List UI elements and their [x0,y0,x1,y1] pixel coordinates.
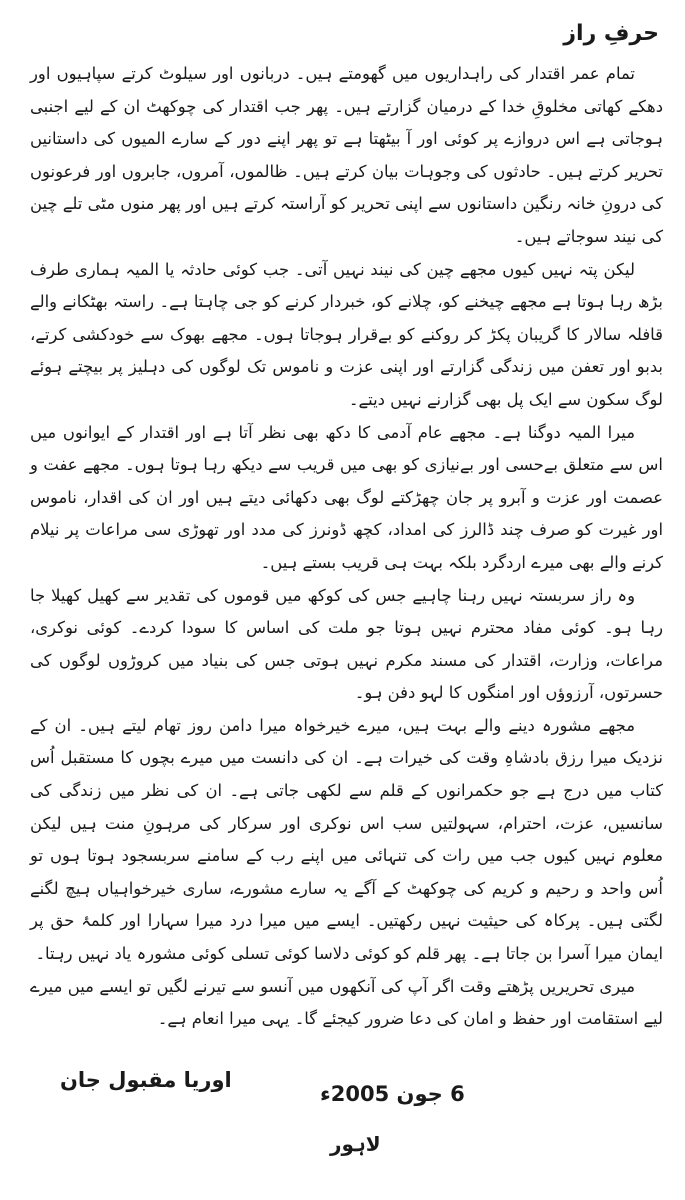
paragraph-6: میری تحریریں پڑھتے وقت اگر آپ کی آنکھوں میں آنسو سے تیرنے لگیں تو ایسے میں میرے لیے استقامت اور حفظ و امان کی دعا ضرور کیجئے گا۔ یہی میرا انعام ہے۔ [30,976,663,1029]
paragraph-4: وہ راز سربستہ نہیں رہنا چاہیے جس کی کوکھ میں قوموں کی تقدیر سے کھیل کھیلا جا رہا ہو۔ کوئی مفاد محترم نہیں ہوتا جو ملت کی اساس کا سودا کردے۔ کوئی نوکری، مراعات، وزارت، اقتدار کی مسند مکرم نہیں ہوتی جس کی بنیاد میں کروڑوں لوگوں کی حسرتوں، آرزوؤں اور امنگوں کا لہو دفن ہو۔ [30,585,663,703]
column-body [30,58,663,1036]
paragraph-2: لیکن پتہ نہیں کیوں مجھے چین کی نیند نہیں آتی۔ جب کوئی حادثہ یا المیہ ہماری طرف بڑھ رہا ہوتا ہے مجھے چیخنے کو، چلانے کو، خبردار کرنے کو جی چاہتا ہے۔ راستہ بھٹکانے والے قافلہ سالار کا گریبان پکڑ کر روکنے کو بےقرار ہوجاتا ہوں۔ مجھے بھوک سے خودکشی کرتے، بدبو اور تعفن میں زندگی گزارتے اور اپنی عزت و ناموس تک لوگوں کی دہلیز پر بیچتے ہوئے لوگ سکون سے ایک پل بھی گزارنے نہیں دیتے۔ [30,259,663,409]
publish-date: 6 جون 2005ء [320,1082,465,1106]
paragraph-1: تمام عمر اقتدار کی راہداریوں میں گھومتے ہیں۔ دربانوں اور سیلوٹ کرتے سپاہیوں اور دھکے کھاتی مخلوقِ خدا کے درمیان گزارتے ہیں۔ پھر جب اقتدار کی چوکھٹ ان کے لیے اجنبی ہوجاتی ہے اس دروازے پر کوئی اور آ بیٹھتا ہے تو پھر اپنے دور کے سارے المیوں کی داستانیں تحریر کرتے ہیں۔ حادثوں کی وجوہات بیان کرتے ہیں۔ ظالموں، آمروں، جابروں اور فرعونوں کی درونِ خانہ رنگین داستانوں سے اپنی تحریر کو آراستہ کرتے ہیں اور پھر منوں مٹی تلے چین کی نیند سوجاتے ہیں۔ [30,64,663,246]
paragraph-3: میرا المیہ دوگنا ہے۔ مجھے عام آدمی کا دکھ بھی نظر آتا ہے اور اقتدار کے ایوانوں میں اس سے متعلق بےحسی اور بےنیازی کو بھی میں قریب سے دیکھ رہا ہوتا ہوں۔ مجھے عفت و عصمت اور عزت و آبرو پر جان چھڑکتے لوگ بھی دکھائی دیتے ہیں اور ان کی اقدار، ناموس اور غیرت کو صرف چند ڈالرز کی امداد، کچھ ڈونرز کی مدد اور تھوڑی سی مراعات پر نیلام کرنے والے بھی میرے اردگرد بلکہ بہت ہی قریب بستے ہیں۔ [30,422,663,572]
signature-block [30,1062,663,1182]
column-title: حرفِ راز [563,21,659,46]
author-name: اوریا مقبول جان [60,1068,232,1092]
publish-place: لاہور [330,1132,381,1156]
paragraph-5: مجھے مشورہ دینے والے بہت ہیں، میرے خیرخواہ میرا دامن روز تھام لیتے ہیں۔ ان کے نزدیک میرا رزق بادشاہِ وقت کی خیرات ہے۔ ان کی دانست میں میرے بچوں کا مستقبل اُس کتاب میں درج ہے جو حکمرانوں کے قلم سے لکھی جاتی ہے۔ ان کی نظر میں زندگی کی سانسیں، عزت، احترام، سہولتیں سب اس نوکری اور سرکار کی مرہونِ منت ہیں لیکن معلوم نہیں کیوں جب میں رات کی تنہائی میں اپنے رب کے سامنے سربسجود ہوتا ہوں تو اُس واحد و رحیم و کریم کی چوکھٹ کے آگے یہ سارے مشورے، ساری خیرخواہیاں ہیچ لگنے لگتی ہیں۔ پرکاہ کی حیثیت نہیں رکھتیں۔ ایسے میں میرا درد میرا سہارا اور کلمۂ حق پر ایمان میرا آسرا بن جاتا ہے۔ پھر قلم کو کوئی دلاسا کوئی تسلی کوئی مشورہ یاد نہیں رہتا۔ [30,715,663,964]
